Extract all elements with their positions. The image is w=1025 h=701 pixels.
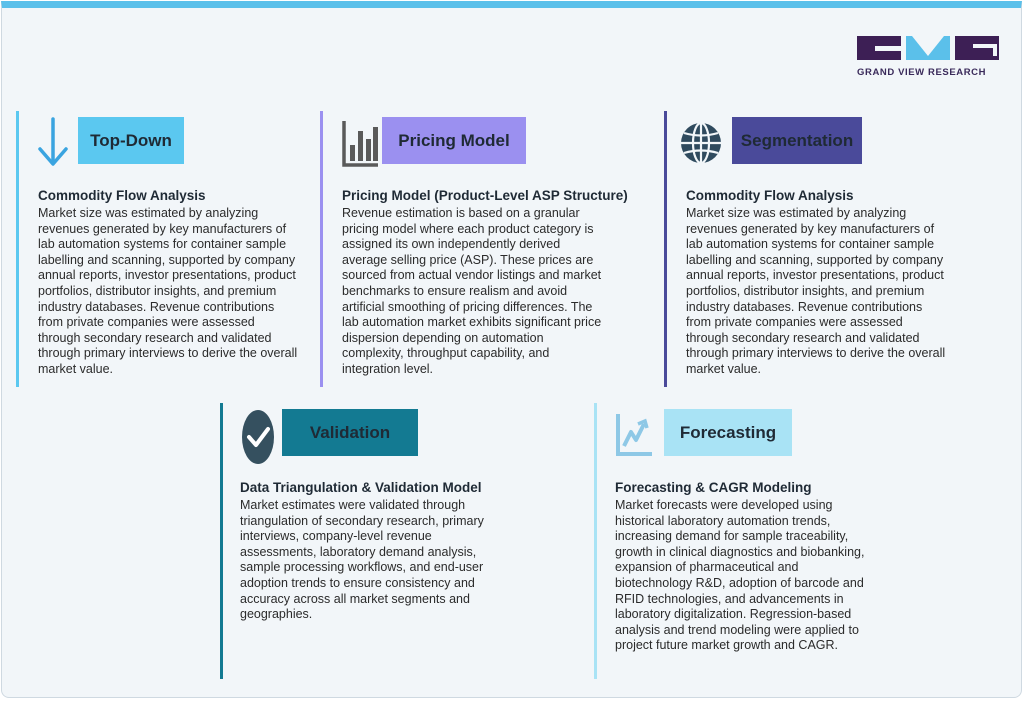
card-accent-bar — [320, 111, 323, 387]
card-forecasting — [594, 403, 934, 679]
card-accent-bar — [220, 403, 223, 679]
card-top-down — [16, 111, 306, 387]
trend-chart-icon — [614, 412, 654, 463]
card-label: Validation — [282, 409, 418, 456]
card-subtitle: Pricing Model (Product-Level ASP Structure) — [342, 188, 628, 203]
brand-name: GRAND VIEW RESEARCH — [857, 67, 987, 78]
card-subtitle: Commodity Flow Analysis — [38, 188, 206, 203]
card-validation — [220, 403, 560, 679]
card-body: Market size was estimated by analyzing revenues generated by key manufacturers of lab automation systems for container sample labelling and scanning, supported by company annual reports, investor presentations, product portfolios, distributor insights, and premium industry databases. Revenue contributions from private companies were assessed through secondary research and validated through primary interviews to derive the overall market value. — [38, 206, 298, 376]
card-label: Segmentation — [732, 117, 862, 164]
card-label: Pricing Model — [382, 117, 526, 164]
card-subtitle: Commodity Flow Analysis — [686, 188, 854, 203]
card-body: Market forecasts were developed using historical laboratory automation trends, increasing demand for sample traceability, growth in clinical diagnostics and biobanking, expansion of pharmaceutical and biotechnology R&D, adoption of barcode and RFID technologies, and advancements in laboratory digitalization. Regression-based analysis and trend modeling were applied to project future market growth and CAGR. — [615, 498, 865, 653]
arrow-down-icon — [36, 117, 70, 174]
card-accent-bar — [16, 111, 19, 387]
card-accent-bar — [594, 403, 597, 679]
check-shield-icon — [240, 408, 276, 471]
card-label: Top-Down — [78, 117, 184, 164]
brand-logo — [857, 36, 999, 78]
globe-icon — [678, 118, 724, 173]
card-subtitle: Data Triangulation & Validation Model — [240, 480, 482, 495]
card-body: Revenue estimation is based on a granular pricing model where each product category is assigned its own independently derived average selling price (ASP). These prices are sourced from actual vendor listings and market benchmarks to ensure realism and avoid artificial smoothing of pricing differences. The lab automation market exhibits significant price dispersion depending on automation complexity, throughput capability, and integration level. — [342, 206, 602, 376]
card-label: Forecasting — [664, 409, 792, 456]
logo-block-left — [857, 36, 901, 60]
card-body: Market estimates were validated through triangulation of secondary research, primary interviews, company-level revenue assessments, laboratory demand analysis, sample processing workflows, and end-user adoption trends to ensure consistency and accuracy across all market segments and geographies. — [240, 498, 484, 622]
card-accent-bar — [664, 111, 667, 387]
card-subtitle: Forecasting & CAGR Modeling — [615, 480, 812, 495]
card-pricing-model — [320, 111, 650, 387]
infographic-frame — [1, 1, 1022, 698]
bar-chart-icon — [340, 119, 380, 174]
logo-block-middle — [906, 36, 950, 60]
logo-block-right — [955, 36, 999, 60]
card-segmentation — [664, 111, 994, 387]
card-body: Market size was estimated by analyzing revenues generated by key manufacturers of lab automation systems for container sample labelling and scanning, supported by company annual reports, investor presentations, product portfolios, distributor insights, and premium industry databases. Revenue contributions from private companies were assessed through secondary research and validated through primary interviews to derive the overall market value. — [686, 206, 946, 376]
